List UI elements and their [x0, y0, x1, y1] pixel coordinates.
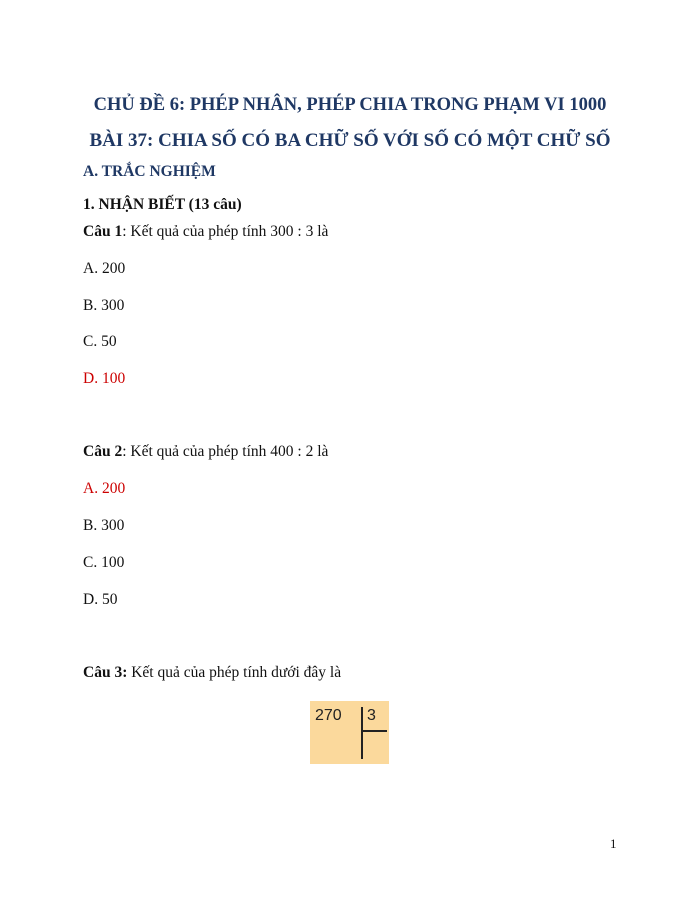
question-2-text: : Kết quả của phép tính 400 : 2 là — [122, 443, 329, 460]
question-1 — [83, 223, 328, 241]
question-2-label: Câu 2 — [83, 443, 123, 460]
question-3-text: Kết quả của phép tính dưới đây là — [127, 664, 342, 681]
division-divisor: 3 — [367, 707, 376, 724]
question-2-option-a: A. 200 — [83, 480, 126, 497]
question-3 — [83, 664, 341, 682]
question-1-option-a: A. 200 — [83, 260, 126, 277]
question-2 — [83, 443, 328, 461]
page-number: 1 — [610, 836, 617, 851]
question-1-option-b: B. 300 — [83, 297, 125, 314]
question-2-option-d: D. 50 — [83, 591, 118, 608]
topic-title: CHỦ ĐỀ 6: PHÉP NHÂN, PHÉP CHIA TRONG PHẠM VI 1000 — [93, 95, 607, 115]
question-1-option-c: C. 50 — [83, 333, 117, 350]
subsection-heading-1: 1. NHẬN BIẾT (13 câu) — [83, 196, 242, 213]
question-2-option-c: C. 100 — [83, 554, 125, 571]
question-2-option-b: B. 300 — [83, 517, 125, 534]
question-1-text: : Kết quả của phép tính 300 : 3 là — [122, 223, 329, 240]
division-dividend: 270 — [315, 707, 342, 724]
lesson-title: BÀI 37: CHIA SỐ CÓ BA CHỮ SỐ VỚI SỐ CÓ MỘT CHỮ SỐ — [89, 130, 611, 151]
division-vertical-line — [361, 707, 363, 759]
section-heading-a: A. TRẮC NGHIỆM — [83, 163, 216, 180]
division-horizontal-line — [361, 730, 387, 732]
question-3-label: Câu 3: — [83, 664, 128, 681]
question-1-option-d: D. 100 — [83, 370, 126, 387]
long-division-figure — [310, 701, 389, 764]
question-1-label: Câu 1 — [83, 223, 123, 240]
